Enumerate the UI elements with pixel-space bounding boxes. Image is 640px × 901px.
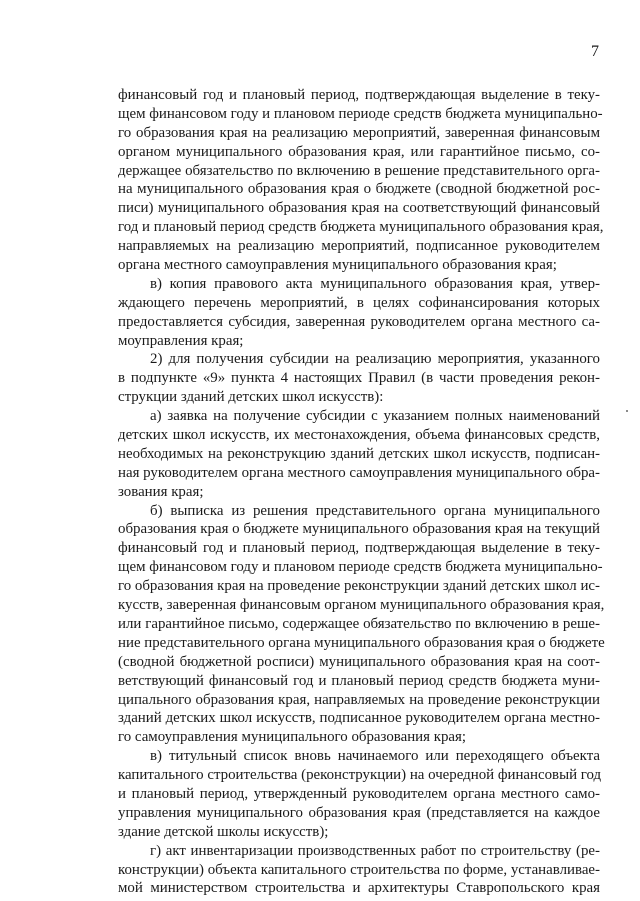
text-line: струкции зданий детских школ искусств): xyxy=(118,389,384,406)
text-line: ние представительного органа муниципального образования края о бюджете xyxy=(118,634,605,651)
text-line: год и плановый период средств бюджета муниципального образования края, xyxy=(118,219,604,236)
text-line: мой министерством строительства и архитектуры Ставропольского края xyxy=(118,880,600,897)
text-line: образования края о бюджете муниципального образования края на текущий xyxy=(118,521,600,538)
text-line: ная руководителем органа местного самоуправления муниципального обра- xyxy=(118,464,600,481)
text-line: в) титульный список вновь начинаемого или переходящего объекта xyxy=(150,748,600,765)
text-line: необходимых на реконструкцию зданий детских школ искусств, подписан- xyxy=(118,445,600,462)
text-line: на муниципального образования края о бюджете (сводной бюджетной рос- xyxy=(118,181,600,198)
text-line: или гарантийное письмо, содержащее обязательство по включению в реше- xyxy=(118,615,600,632)
text-line: конструкции) объекта капитального строительства по форме, устанавливае- xyxy=(118,861,600,878)
text-line: органом муниципального образования края, или гарантийное письмо, со- xyxy=(118,143,600,160)
text-line: направляемых на реализацию мероприятий, подписанное руководителем xyxy=(118,238,600,255)
text-line: ждающего перечень мероприятий, в целях софинансирования которых xyxy=(118,294,600,311)
text-line: и плановый период, утвержденный руководителем органа местного само- xyxy=(118,785,600,802)
text-line: 2) для получения субсидии на реализацию мероприятия, указанного xyxy=(150,351,600,368)
text-line: моуправления края; xyxy=(118,332,244,349)
text-line: го образования края на реализацию мероприятий, заверенная финансовым xyxy=(118,124,600,141)
text-line: предоставляется субсидия, заверенная руководителем органа местного са- xyxy=(118,313,600,330)
text-line: зданий детских школ искусств, подписанное руководителем органа местно- xyxy=(118,710,600,727)
text-line: б) выписка из решения представительного органа муниципального xyxy=(150,502,600,519)
document-body xyxy=(118,86,605,898)
text-line: а) заявка на получение субсидии с указанием полных наименований xyxy=(150,408,600,425)
scan-speck xyxy=(626,410,628,412)
text-line: органа местного самоуправления муниципального образования края; xyxy=(118,257,557,274)
text-line: в подпункте «9» пункта 4 настоящих Правил (в части проведения рекон- xyxy=(118,370,600,387)
text-line: зования края; xyxy=(118,483,204,500)
text-line: финансовый год и плановый период, подтверждающая выделение в теку- xyxy=(118,87,600,103)
text-line: в) копия правового акта муниципального образования края, утвер- xyxy=(150,275,600,292)
text-line: управления муниципального образования края (представляется на каждое xyxy=(118,804,600,821)
page-number: 7 xyxy=(591,43,599,60)
text-line: финансовый год и плановый период, подтверждающая выделение в теку- xyxy=(118,540,600,557)
text-line: го самоуправления муниципального образования края; xyxy=(118,729,466,746)
text-line: капитального строительства (реконструкции) на очередной финансовый год xyxy=(118,767,602,784)
text-line: (сводной бюджетной росписи) муниципального образования края на соот- xyxy=(118,653,600,670)
text-line: кусств, заверенная финансовым органом муниципального образования края, xyxy=(118,597,605,614)
text-line: го образования края на проведение реконструкции зданий детских школ ис- xyxy=(118,578,600,595)
text-line: писи) муниципального образования края на соответствующий финансовый xyxy=(118,200,600,217)
text-line: ветствующий финансовый год и плановый период средств бюджета муни- xyxy=(118,672,600,689)
text-line: щем финансовом году и плановом периоде средств бюджета муниципально- xyxy=(118,105,603,122)
text-line: г) акт инвентаризации производственных работ по строительству (ре- xyxy=(150,842,600,859)
text-line: щем финансовом году и плановом периоде средств бюджета муниципально- xyxy=(118,559,603,576)
text-line: здание детской школы искусств); xyxy=(118,823,329,840)
text-line: детских школ искусств, их местонахождения, объема финансовых средств, xyxy=(118,427,600,444)
text-line: держащее обязательство по включению в решение представительного орга- xyxy=(118,162,600,179)
text-line: ципального образования края, направляемых на проведение реконструкции xyxy=(118,691,600,708)
